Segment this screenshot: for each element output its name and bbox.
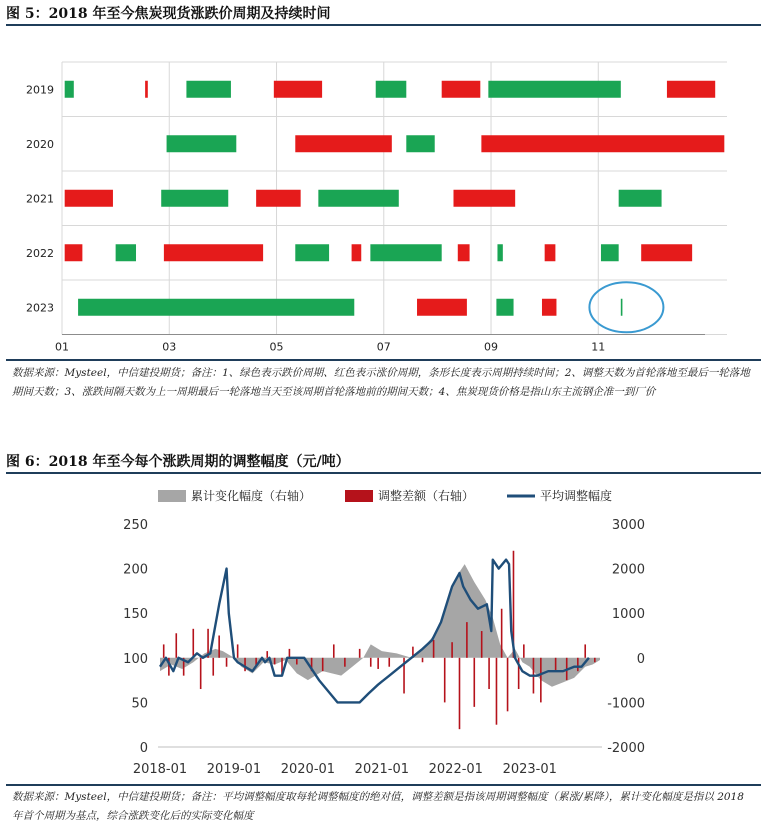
rising-cycle-bar [145,81,148,98]
left-axis-tick-label: 250 [123,518,148,533]
falling-cycle-bar [621,299,623,316]
right-axis-tick-label: 2000 [611,562,645,578]
figure6-title: 图 6：2018 年至今每个涨跌周期的调整幅度（元/吨） [6,454,350,470]
x-tick-label: 2019-01 [206,762,262,777]
rising-cycle-bar [274,81,322,98]
left-axis-tick-label: 50 [131,696,148,712]
average-adjustment-line [160,560,589,703]
right-axis-tick-label: 0 [636,651,645,667]
rising-cycle-bar [542,299,556,316]
rising-cycle-bar [453,190,515,207]
legend-swatch-area [158,490,186,502]
rising-cycle-bar [65,244,83,261]
rising-cycle-bar [256,190,301,207]
legend-swatch-bar [345,490,373,502]
adjustment-difference-bar [370,658,372,667]
rising-cycle-bar [164,244,263,261]
adjustment-difference-bar [594,658,596,662]
x-tick-label: 01 [55,340,69,354]
adjustment-difference-bar [359,649,361,658]
figure5-gantt-chart [0,26,767,366]
x-tick-label: 05 [269,340,284,354]
rising-cycle-bar [481,135,724,152]
rising-cycle-bar [352,244,362,261]
falling-cycle-bar [186,81,231,98]
year-label: 2021 [26,192,54,206]
adjustment-difference-bar [555,658,557,671]
adjustment-difference-bar [496,658,498,725]
adjustment-difference-bar [481,631,483,658]
adjustment-difference-bar [237,644,239,657]
adjustment-difference-bar [433,640,435,658]
rising-cycle-bar [442,81,481,98]
rising-cycle-bar [65,190,113,207]
figure5-source-note: 数据来源：Mysteel，中信建投期货；备注：1、绿色表示跌价周期、红色表示涨价周期，条形长度表示周期持续时间；2、调整天数为首轮落地至最后一轮落地期间天数；3、涨跌间隔天数为上一周期最后一轮落地当天至该周期首轮落地前的期间天数；4、焦炭现货价格是指山东主流钢企准一到厂价 [12,367,750,398]
x-tick-label: 03 [162,340,177,354]
adjustment-difference-bar [322,658,324,671]
adjustment-difference-bar [244,658,246,671]
adjustment-difference-bar [163,644,165,657]
right-axis-tick-label: -2000 [607,741,645,756]
adjustment-difference-bar [266,651,268,658]
x-tick-label: 2020-01 [280,762,336,777]
falling-cycle-bar [601,244,619,261]
rising-cycle-bar [417,299,467,316]
falling-cycle-bar [370,244,441,261]
year-label: 2023 [26,301,54,315]
highlight-ellipse [589,282,663,332]
right-axis-tick-label: 3000 [611,518,645,533]
adjustment-difference-bar [175,633,177,658]
adjustment-difference-bar [584,644,586,657]
falling-cycle-bar [496,299,513,316]
adjustment-difference-bar [212,658,214,676]
legend-label: 累计变化幅度（右轴） [191,489,312,503]
falling-cycle-bar [619,190,662,207]
adjustment-difference-bar [422,658,424,662]
adjustment-difference-bar [507,658,509,712]
adjustment-difference-bar [523,644,525,657]
legend-label: 平均调整幅度 [540,489,613,503]
falling-cycle-bar [78,299,354,316]
adjustment-difference-bar [444,658,446,703]
falling-cycle-bar [376,81,407,98]
x-tick-label: 07 [376,340,391,354]
x-tick-label: 2018-01 [132,762,188,777]
left-axis-tick-label: 150 [123,607,148,623]
adjustment-difference-bar [289,649,291,658]
rising-cycle-bar [641,244,692,261]
rising-cycle-bar [458,244,470,261]
left-axis-tick-label: 200 [123,562,148,578]
figure5-title: 图 5：2018 年至今焦炭现货涨跌价周期及持续时间 [6,6,331,22]
adjustment-difference-bar [333,644,335,657]
adjustment-difference-bar [473,658,475,707]
adjustment-difference-bar [218,636,220,658]
adjustment-difference-bar [200,658,202,689]
adjustment-difference-bar [459,658,461,729]
falling-cycle-bar [488,81,620,98]
figure6-source-note: 数据来源：Mysteel，中信建投期货；备注：平均调整幅度取每轮调整幅度的绝对值，调整差额是指该周期调整幅度（累涨/累降），累计变化幅度是指以 2018 年首个周期为基点，综合涨跌变化后的实际变化幅度 [12,791,744,822]
x-tick-label: 11 [591,340,606,354]
falling-cycle-bar [167,135,237,152]
adjustment-difference-bar [577,658,579,671]
falling-cycle-bar [406,135,434,152]
falling-cycle-bar [116,244,136,261]
adjustment-difference-bar [501,609,503,658]
year-label: 2019 [26,83,54,97]
adjustment-difference-bar [388,658,390,667]
x-tick-label: 2023-01 [502,762,557,777]
adjustment-difference-bar [466,622,468,658]
falling-cycle-bar [161,190,228,207]
rising-cycle-bar [545,244,556,261]
year-label: 2022 [26,246,54,260]
figure6-combo-chart [0,474,767,784]
right-axis-tick-label: -1000 [607,696,645,712]
falling-cycle-bar [295,244,329,261]
left-axis-tick-label: 100 [123,651,148,667]
adjustment-difference-bar [377,658,379,669]
right-axis-tick-label: 1000 [611,607,645,623]
adjustment-difference-bar [192,629,194,658]
falling-cycle-bar [497,244,502,261]
adjustment-difference-bar [540,658,542,703]
left-axis-tick-label: 0 [139,741,148,756]
falling-cycle-bar [318,190,398,207]
adjustment-difference-bar [274,658,276,665]
x-tick-label: 09 [484,340,499,354]
adjustment-difference-bar [226,658,228,667]
x-tick-label: 2022-01 [428,762,483,777]
falling-cycle-bar [65,81,74,98]
figure6-note-rule [6,784,761,786]
adjustment-difference-bar [344,658,346,667]
rising-cycle-bar [295,135,392,152]
adjustment-difference-bar [451,642,453,658]
rising-cycle-bar [667,81,715,98]
figure5-note-rule [6,359,761,361]
x-tick-label: 2021-01 [354,762,410,777]
adjustment-difference-bar [488,658,490,689]
legend-label: 调整差额（右轴） [378,489,475,503]
year-label: 2020 [26,137,54,151]
